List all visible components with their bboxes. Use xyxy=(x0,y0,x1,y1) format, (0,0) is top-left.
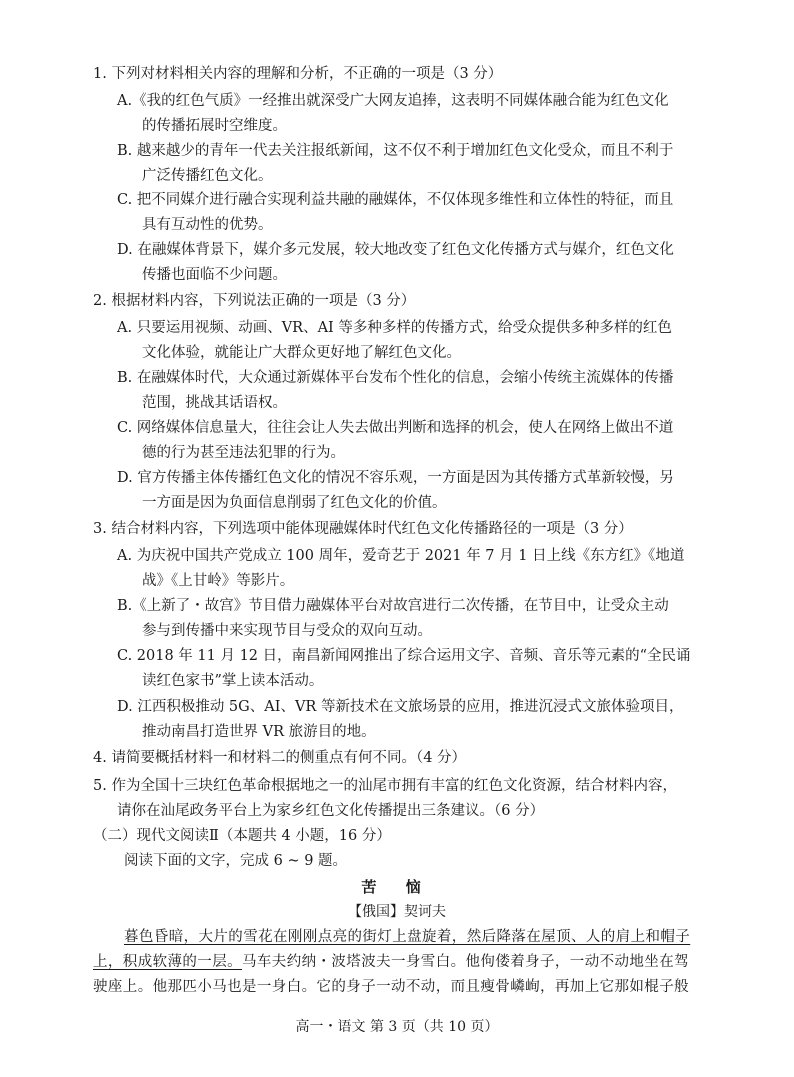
story-text: 马车夫约纳・波塔波夫一身雪白。他佝偻着身子，一动不动地坐在驾 xyxy=(242,954,689,970)
question-1-option-b-cont: 广泛传播红色文化。 xyxy=(142,168,273,184)
question-2-option-b-cont: 范围，挑战其话语权。 xyxy=(142,395,287,411)
question-3-option-a-cont: 战》《上甘岭》等影片。 xyxy=(142,573,295,589)
question-3-option-c-cont: 读红色家书”掌上读本活动。 xyxy=(142,673,324,689)
story-paragraph-line-3: 驶座上。他那匹小马也是一身白。它的身子一动不动，而且瘦骨嶙峋，再加上它那如棍子般 xyxy=(93,979,689,995)
story-title: 苦 恼 xyxy=(361,878,433,896)
question-2-option-c: C. 网络媒体信息量大，往往会让人失去做出判断和选择的机会，使人在网络上做出不道 xyxy=(117,420,674,436)
page-footer: 高一・语文 第 3 页（共 10 页） xyxy=(295,1019,499,1035)
question-3-option-d: D. 江西积极推动 5G、AI、VR 等新技术在文旅场景的应用，推进沉浸式文旅体验项目， xyxy=(117,699,684,715)
question-1-option-a-cont: 的传播拓展时空维度。 xyxy=(142,118,287,134)
story-author: 【俄国】契诃夫 xyxy=(348,904,446,920)
question-3-option-a: A. 为庆祝中国共产党成立 100 周年，爱奇艺于 2021 年 7 月 1 日上线《东方红》《地道 xyxy=(117,548,685,564)
question-3-option-b-cont: 参与到传播中来实现节目与受众的双向互动。 xyxy=(142,623,432,639)
section-instruction: 阅读下面的文字，完成 6 ~ 9 题。 xyxy=(124,853,348,869)
question-1-option-c-cont: 具有互动性的优势。 xyxy=(142,217,273,233)
question-2-option-d-cont: 一方面是因为负面信息削弱了红色文化的价值。 xyxy=(142,495,447,511)
question-3-option-d-cont: 推动南昌打造世界 VR 旅游目的地。 xyxy=(142,724,376,740)
underlined-text: 上，积成软薄的一层。 xyxy=(93,954,242,970)
underlined-text: 暮色昏暗，大片的雪花在刚刚点亮的街灯上盘旋着，然后降落在屋顶、人的肩上和帽子 xyxy=(124,929,691,945)
question-1-stem: 1. 下列对材料相关内容的理解和分析，不正确的一项是（3 分） xyxy=(93,66,503,82)
question-2-option-b: B. 在融媒体时代，大众通过新媒体平台发布个性化的信息，会缩小传统主流媒体的传播 xyxy=(117,370,674,386)
section-heading: （二）现代文阅读Ⅱ（本题共 4 小题，16 分） xyxy=(93,828,391,844)
question-3-option-c: C. 2018 年 11 月 12 日，南昌新闻网推出了综合运用文字、音频、音乐等元素的“全民诵 xyxy=(117,648,691,664)
question-4-stem: 4. 请简要概括材料一和材料二的侧重点有何不同。（4 分） xyxy=(93,750,467,766)
question-1-option-d-cont: 传播也面临不少问题。 xyxy=(142,267,287,283)
question-3-option-b: B.《上新了・故宫》节目借力融媒体平台对故宫进行二次传播，在节目中，让受众主动 xyxy=(117,598,669,614)
question-1-option-c: C. 把不同媒介进行融合实现利益共融的融媒体，不仅体现多维性和立体性的特征，而且 xyxy=(117,192,674,208)
question-2-option-d: D. 官方传播主体传播红色文化的情况不容乐观，一方面是因为其传播方式革新较慢，另 xyxy=(117,470,674,486)
question-2-stem: 2. 根据材料内容，下列说法正确的一项是（3 分） xyxy=(93,293,416,309)
question-2-option-a: A. 只要运用视频、动画、VR、AI 等多种多样的传播方式，给受众提供多种多样的红色 xyxy=(117,320,672,336)
story-paragraph-line-2 xyxy=(93,952,689,972)
question-3-stem: 3. 结合材料内容，下列选项中能体现融媒体时代红色文化传播路径的一项是（3 分） xyxy=(93,521,633,537)
question-2-option-a-cont: 文化体验，就能让广大群众更好地了解红色文化。 xyxy=(142,345,461,361)
question-1-option-b: B. 越来越少的青年一代去关注报纸新闻，这不仅不利于增加红色文化受众，而且不利于 xyxy=(117,143,674,159)
question-1-option-a: A.《我的红色气质》一经推出就深受广大网友追捧，这表明不同媒体融合能为红色文化 xyxy=(117,93,669,109)
question-5-stem-cont: 请你在汕尾政务平台上为家乡红色文化传播提出三条建议。（6 分） xyxy=(117,803,545,819)
question-1-option-d: D. 在融媒体背景下，媒介多元发展，较大地改变了红色文化传播方式与媒介，红色文化 xyxy=(117,242,674,258)
story-paragraph-line-1 xyxy=(124,927,690,947)
question-2-option-c-cont: 德的行为甚至违法犯罪的行为。 xyxy=(142,445,345,461)
question-5-stem: 5. 作为全国十三块红色革命根据地之一的汕尾市拥有丰富的红色文化资源，结合材料内容， xyxy=(93,778,677,794)
